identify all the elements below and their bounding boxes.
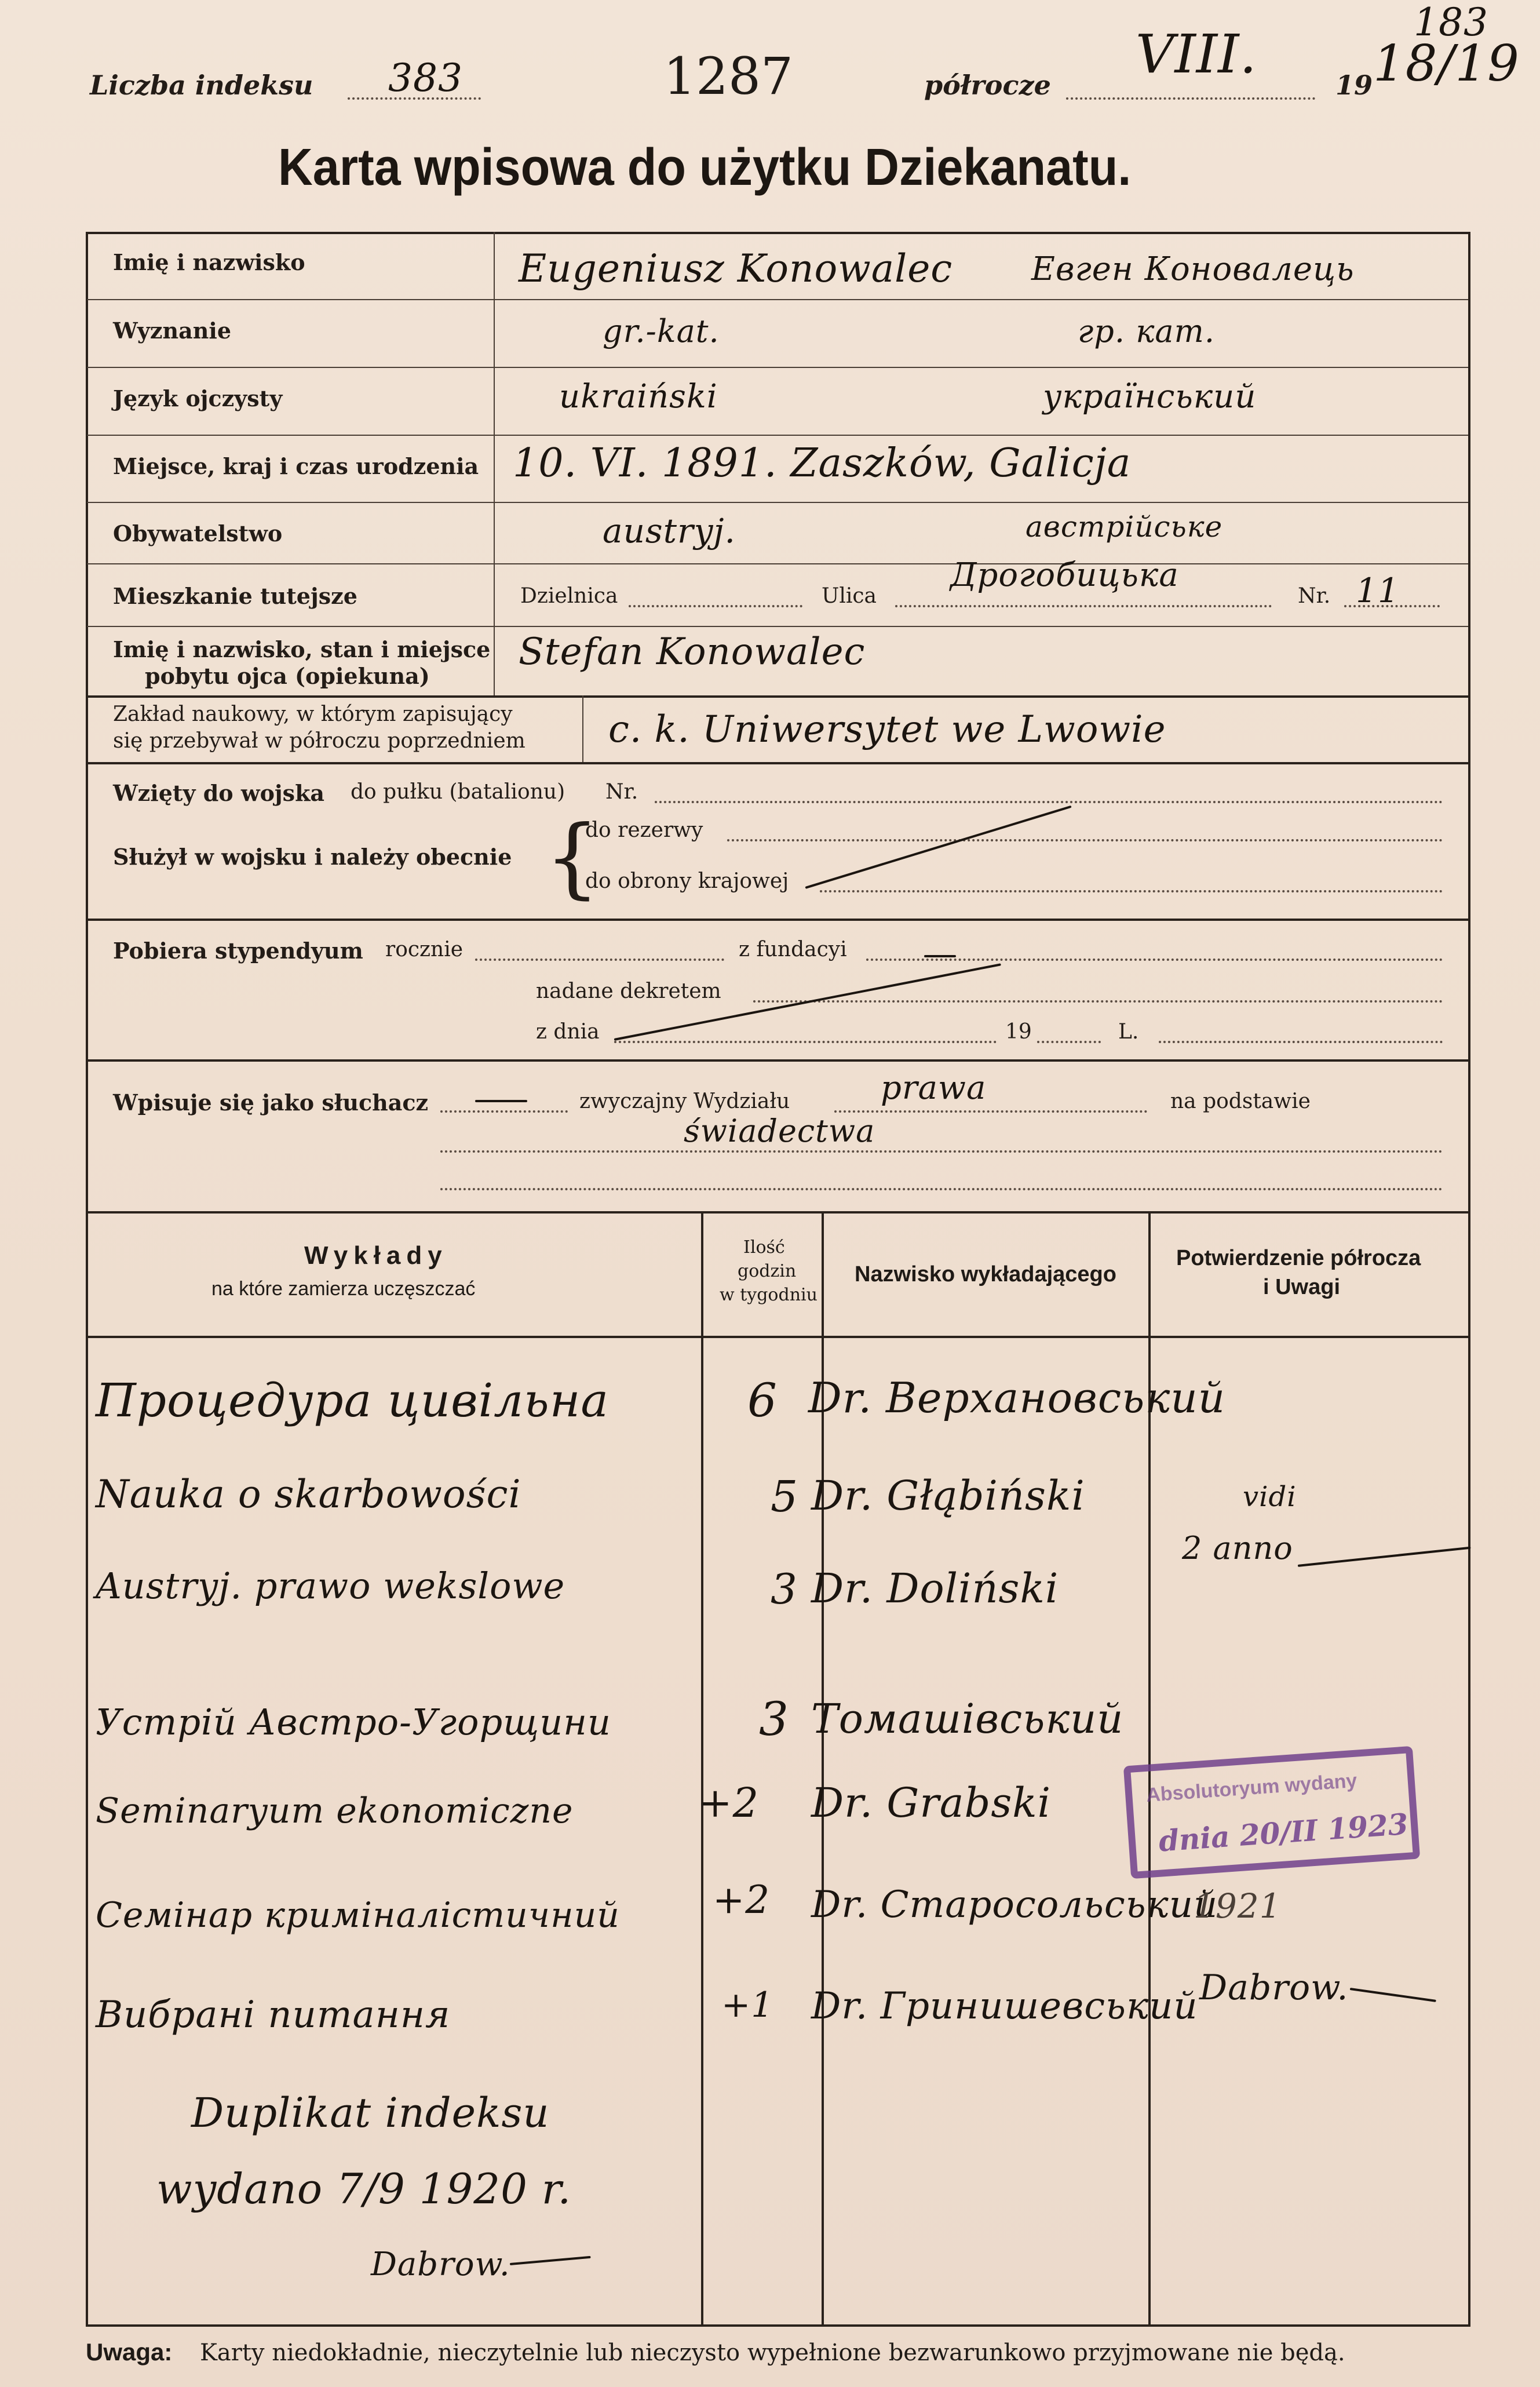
basis-dotted-line-1 [440,1150,1443,1153]
stamp-line-2: dnia 20/II 1923 [1157,1806,1410,1858]
citizenship-value: austryj. [603,511,736,551]
military-regiment-label: do pułku (batalionu) [351,780,565,804]
lecture-row-4: Устрій Австро-Угорщини [96,1701,611,1743]
semester-label: półrocze [924,70,1051,101]
name-label: Imię i nazwisko [113,249,305,275]
remark-vidi: vidi [1243,1481,1297,1513]
table-col-divider-1 [701,1211,703,2324]
col-confirm-2: i Uwagi [1263,1275,1341,1299]
duplicate-signature: Dabrow. [371,2246,510,2283]
remark-signature: Dabrow. [1199,1967,1349,2008]
scholarship-decree-label: nadane dekretem [536,979,721,1003]
school-value: c. k. Uniwersytet we Lwowie [608,708,1166,751]
number-label: Nr. [1298,584,1331,608]
scholarship-date-label: z dnia [536,1020,600,1044]
faculty-value: prawa [881,1069,987,1107]
remark-underline [1298,1547,1471,1567]
street-value: Дрогобицька [950,556,1179,594]
scholarship-l-label: L. [1118,1020,1139,1044]
religion-value-cyrillic: гр. кат. [1078,313,1215,349]
index-value: 383 [388,56,463,100]
lecture-row-7: Вибрані питання [96,1994,451,2036]
year-value: 18/19 [1373,35,1520,93]
faculty-dotted-line [834,1110,1147,1113]
religion-label: Wyznanie [113,318,231,344]
lecturer-row-1: Dr. Верхановський [808,1373,1226,1422]
military-served-label: Służył w wojsku i należy obecnie [113,844,512,870]
lecturer-row-3: Dr. Doliński [811,1565,1059,1612]
lecture-row-1: Процедура цивільна [96,1373,610,1427]
religion-value: gr.-kat. [603,313,720,349]
military-nr-label: Nr. [605,780,638,804]
card-number: 1287 [663,46,793,106]
annual-dotted-line [475,959,724,961]
district-dotted-line [629,605,802,607]
enrollment-label: Wpisuje się jako słuchacz [113,1089,429,1116]
remark-year: 1921 [1194,1886,1282,1926]
language-label: Język ojczysty [113,385,283,411]
name-value: Eugeniusz Konowalec [519,246,953,291]
remark-anno: 2 anno [1182,1530,1293,1566]
military-reserve-label: do rezerwy [585,818,703,842]
frame-top [86,232,1470,234]
foundation-dotted-line [866,959,1443,961]
language-value: ukraiński [559,378,718,416]
col-hours-3: w tygodniu [720,1285,818,1305]
frame-left [86,232,88,2327]
school-label-line1: Zakład naukowy, w którym zapisujący [113,702,513,726]
lecture-row-3: Austryj. prawo wekslowe [96,1565,565,1607]
remark-sign-tail [1350,1988,1436,2002]
military-brace: { [545,807,600,908]
lecture-row-6: Семінар криміналістичний [96,1895,620,1936]
birth-value: 10. VI. 1891. Zaszków, Galicja [513,440,1132,486]
father-label-line2: pobytu ojca (opiekuna) [145,663,430,689]
military-defense-label: do obrony krajowej [585,869,789,893]
citizenship-label: Obywatelstwo [113,520,283,546]
military-nr-dotted-line [655,801,1443,803]
corner-mark: 183 [1414,0,1488,45]
enrollment-basis-label: na podstawie [1170,1089,1311,1113]
year-dotted-line [1037,1041,1101,1043]
lecturer-row-2: Dr. Głąbiński [811,1472,1085,1519]
index-label: Liczba indeksu [90,70,313,101]
scholarship-foundation-label: z fundacyi [739,938,847,961]
decree-dotted-line [753,1000,1443,1003]
scholarship-label: Pobiera stypendyum [113,938,363,964]
lecturer-row-5: Dr. Grabski [811,1779,1052,1827]
frame-right [1468,232,1470,2327]
hours-row-1: 6 [747,1373,778,1427]
street-dotted-line [895,605,1272,607]
lecturer-row-7: Dr. Гринишевський [811,1985,1198,2028]
enrollment-pre-dotted-line [440,1110,568,1113]
military-strike-line [805,806,1071,889]
col-hours-2: godzin [738,1261,797,1281]
col-lectures-title: Wykłady [304,1241,448,1270]
reserve-dotted-line [727,839,1443,841]
absolutorium-stamp [1123,1746,1420,1879]
lecturer-row-4: Томашівський [811,1695,1124,1743]
semester-value: VIII. [1136,23,1257,85]
footer-note-label: Uwaga: [86,2338,173,2366]
father-label-line1: Imię i nazwisko, stan i miejsce [113,636,491,662]
date-dotted-line [614,1041,997,1043]
language-value-cyrillic: український [1043,378,1257,416]
citizenship-value-cyrillic: австрійське [1026,510,1223,544]
hours-row-4: 3 [759,1692,789,1746]
frame-bottom [86,2324,1470,2327]
footer-note-text: Karty niedokładnie, nieczytelnie lub nieczysto wypełnione bezwarunkowo przyjmowane nie będą. [200,2339,1345,2366]
foundation-dash [924,955,956,957]
enrollment-regular-label: zwyczajny Wydziału [579,1089,790,1113]
scholarship-annual-label: rocznie [385,938,464,961]
scholarship-year-label: 19 [1005,1020,1032,1044]
district-label: Dzielnica [520,584,618,608]
year-prefix: 19 [1335,70,1373,101]
basis-value: świadectwa [684,1113,875,1149]
col-lecturer: Nazwisko wykładającego [855,1262,1116,1287]
stamp-line-1: Absolutoryum wydany [1145,1769,1358,1806]
duplicate-line-2: wydano 7/9 1920 r. [156,2164,572,2213]
hours-row-3: 3 [771,1565,798,1613]
residence-label: Mieszkanie tutejsze [113,583,357,609]
hours-row-2: 5 [771,1472,799,1522]
basis-dotted-line-2 [440,1188,1443,1190]
table-header-rule [87,1336,1468,1338]
hours-row-5: +2 [698,1779,760,1827]
lecturer-row-6: Dr. Старосольський [811,1883,1218,1926]
col-confirm-1: Potwierdzenie półrocza [1176,1246,1421,1270]
defense-dotted-line [820,890,1443,892]
hours-row-7: +1 [721,1985,774,2025]
enrollment-dash [475,1100,527,1102]
name-value-cyrillic: Евген Коновалець [1031,250,1355,288]
father-value: Stefan Konowalec [519,631,866,673]
number-value: 11 [1356,571,1400,610]
semester-dotted-line [1066,97,1315,100]
col-lectures-sub: na które zamierza uczęszczać [211,1278,476,1300]
lecture-row-5: Seminaryum ekonomiczne [96,1791,574,1831]
hours-row-6: +2 [713,1878,771,1922]
school-label-line2: się przebywał w półroczu poprzedniem [113,729,526,753]
street-label: Ulica [822,584,877,608]
military-taken-label: Wzięty do wojska [113,780,325,806]
duplicate-line-1: Duplikat indeksu [191,2089,550,2137]
page-title: Karta wpisowa do użytku Dziekanatu. [278,139,1132,196]
col-hours-1: Ilość [743,1237,785,1258]
l-dotted-line [1159,1041,1443,1043]
lecture-row-2: Nauka o skarbowości [96,1472,521,1517]
birth-label: Miejsce, kraj i czas urodzenia [113,453,479,479]
duplicate-sign-tail [510,2256,591,2265]
